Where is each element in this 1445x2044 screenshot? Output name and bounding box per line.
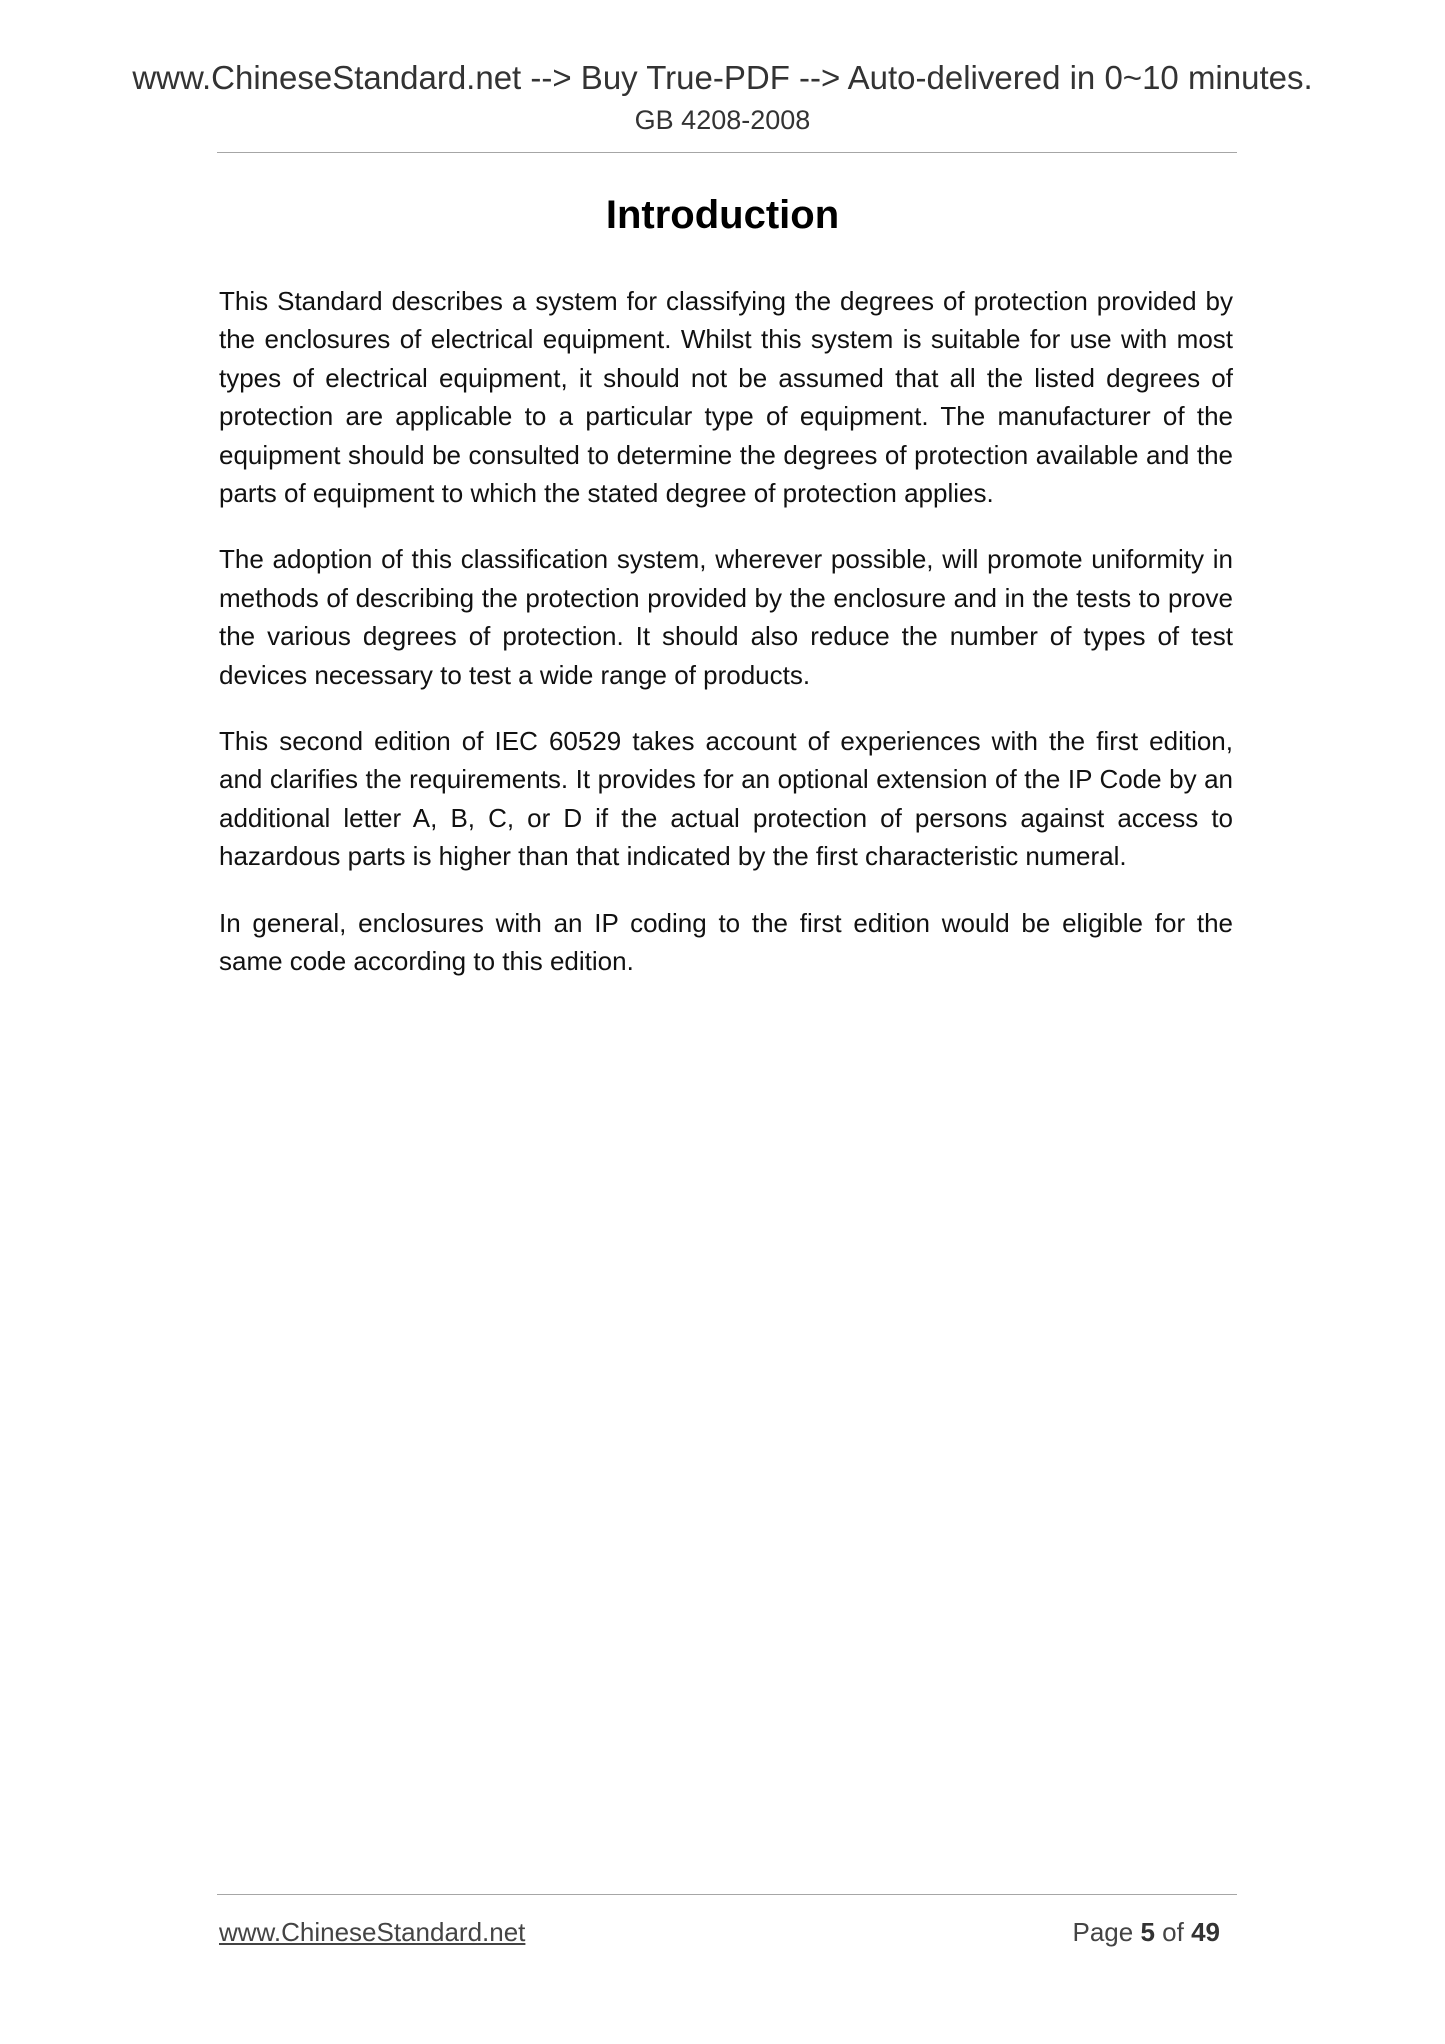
page-indicator xyxy=(1072,1915,1220,1949)
paragraph-2: The adoption of this classification system, wherever possible, will promote uniformity in methods of describing the protection provided by the enclosure and in the tests to prove the various degrees of protection. It should also reduce the number of types of test devices necessary to test a wide range of products. xyxy=(219,544,1233,690)
header-banner: www.ChineseStandard.net --> Buy True-PDF --> Auto-delivered in 0~10 minutes. xyxy=(132,59,1313,96)
page-prefix: Page xyxy=(1072,1917,1134,1947)
page-current: 5 xyxy=(1140,1917,1155,1947)
footer-site-link[interactable]: www.ChineseStandard.net xyxy=(219,1917,526,1947)
header-divider xyxy=(217,152,1237,153)
footer-divider xyxy=(217,1894,1237,1895)
document-body xyxy=(219,282,1233,1009)
paragraph-1: This Standard describes a system for classifying the degrees of protection provided by the enclosures of electrical equipment. Whilst this system is suitable for use with most types of electrical equipment, it should not be assumed that all the listed degrees of protection are applicable to a particular type of equipment. The manufacturer of the equipment should be consulted to determine the degrees of protection available and the parts of equipment to which the stated degree of protection applies. xyxy=(219,286,1233,509)
page-title: Introduction xyxy=(605,193,840,237)
page-total: 49 xyxy=(1191,1917,1220,1947)
paragraph-3: This second edition of IEC 60529 takes account of experiences with the first edition, and clarifies the requirements. It provides for an optional extension of the IP Code by an additional letter A, B, C, or D if the actual protection of persons against access to hazardous parts is higher than that indicated by the first characteristic numeral. xyxy=(219,726,1233,872)
page-separator: of xyxy=(1162,1917,1184,1947)
paragraph-4: In general, enclosures with an IP coding to the first edition would be eligible for the same code according to this edition. xyxy=(219,907,1233,977)
standard-code: GB 4208-2008 xyxy=(634,105,811,135)
